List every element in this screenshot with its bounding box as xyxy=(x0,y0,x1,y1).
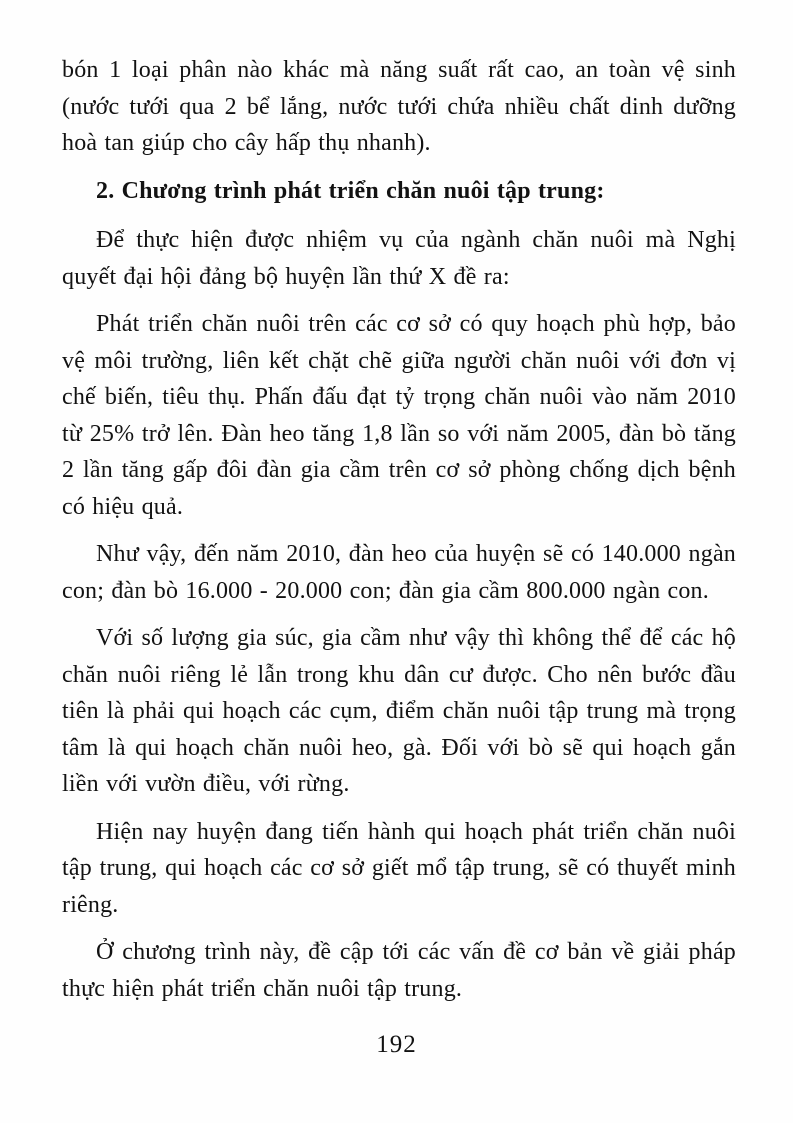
paragraph-continuation: bón 1 loại phân nào khác mà năng suất rất cao, an toàn vệ sinh (nước tưới qua 2 bể lắng, nước tưới chứa nhiều chất dinh dưỡng hoà tan giúp cho cây hấp thụ nhanh). xyxy=(62,57,736,156)
paragraph: Để thực hiện được nhiệm vụ của ngành chăn nuôi mà Nghị quyết đại hội đảng bộ huyện lần thứ X đề ra: xyxy=(62,227,736,290)
page-number: 192 xyxy=(376,1031,417,1058)
paragraph: Hiện nay huyện đang tiến hành qui hoạch phát triển chăn nuôi tập trung, qui hoạch các cơ sở giết mổ tập trung, sẽ có thuyết minh riêng. xyxy=(62,818,736,918)
paragraph: Với số lượng gia súc, gia cầm như vậy thì không thể để các hộ chăn nuôi riêng lẻ lẫn trong khu dân cư được. Cho nên bước đầu tiên là phải qui hoạch các cụm, điểm chăn nuôi tập trung mà trọng tâm là qui hoạch chăn nuôi heo, gà. Đối với bò sẽ qui hoạch gắn liền với vườn điều, với rừng. xyxy=(62,625,736,797)
paragraph: Phát triển chăn nuôi trên các cơ sở có quy hoạch phù hợp, bảo vệ môi trường, liên kết chặt chẽ giữa người chăn nuôi với đơn vị chế biến, tiêu thụ. Phấn đấu đạt tỷ trọng chăn nuôi vào năm 2010 từ 25% trở lên. Đàn heo tăng 1,8 lần so với năm 2005, đàn bò tăng 2 lần tăng gấp đôi đàn gia cầm trên cơ sở phòng chống dịch bệnh có hiệu quả. xyxy=(62,311,736,520)
section-heading: 2. Chương trình phát triển chăn nuôi tập trung: xyxy=(96,177,605,204)
page-text-block xyxy=(62,52,736,1018)
paragraph: Ở chương trình này, đề cập tới các vấn đề cơ bản về giải pháp thực hiện phát triển chăn nuôi tập trung. xyxy=(62,939,736,1002)
paragraph: Như vậy, đến năm 2010, đàn heo của huyện sẽ có 140.000 ngàn con; đàn bò 16.000 - 20.000 con; đàn gia cầm 800.000 ngàn con. xyxy=(62,541,736,604)
